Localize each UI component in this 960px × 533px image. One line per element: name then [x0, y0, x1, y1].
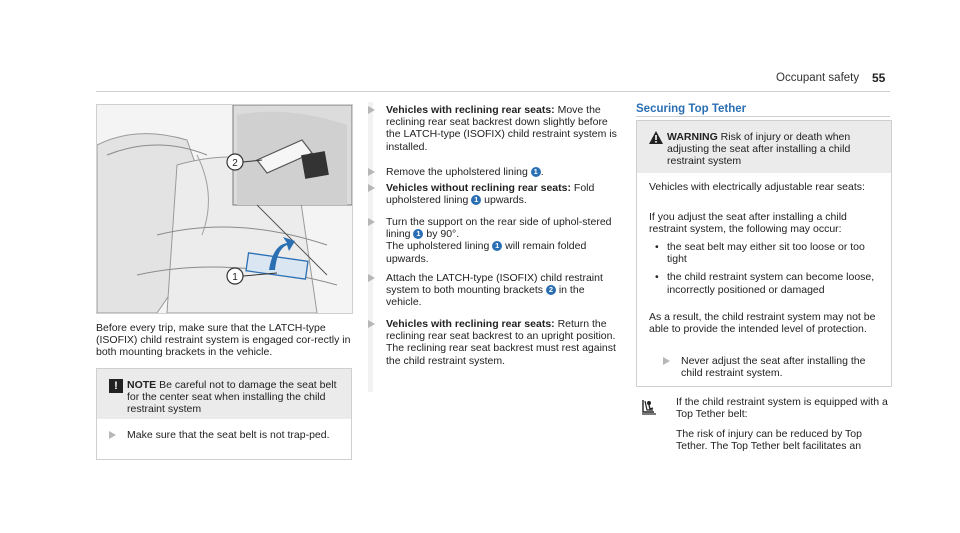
note-text — [127, 379, 342, 416]
header-divider — [96, 91, 890, 92]
step-4-text-a: Turn the support on the rear side of uphol-stered lining — [386, 216, 612, 241]
warning-bullet: • the seat belt may either sit too loose or too tight — [649, 241, 881, 265]
step-3-text-b: upwards. — [484, 194, 527, 207]
step-4-text-b: by 90°. — [426, 228, 460, 241]
step-5-text-a: Attach the LATCH-type (ISOFIX) child restraint system to both mounting brackets — [386, 272, 603, 297]
note-box — [96, 368, 352, 460]
section-divider — [636, 116, 890, 117]
warning-label: WARNING — [667, 131, 718, 143]
note-body: Be careful not to damage the seat belt for the center seat when installing the child restraint system — [127, 379, 337, 416]
warning-paragraph-1: Vehicles with electrically adjustable rear seats: — [649, 181, 865, 193]
warning-header — [637, 121, 891, 173]
warning-step-text: Never adjust the seat after installing the child restraint system. — [681, 355, 866, 380]
callout-2-label: 2 — [232, 158, 238, 169]
step-2-text: Remove the upholstered lining — [386, 166, 528, 178]
step-3-condition: Vehicles without reclining rear seats: — [386, 182, 571, 194]
callout-badge: 1 — [471, 195, 481, 205]
step-arrow-icon — [368, 218, 375, 226]
step-1-condition: Vehicles with reclining rear seats: — [386, 104, 555, 116]
step-5-text-b: in the vehicle. — [386, 284, 585, 309]
rear-seat-illustration — [96, 104, 353, 314]
warning-paragraph-2: If you adjust the seat after installing a child restraint system, the following may occur: — [649, 211, 847, 236]
exclamation-icon: ! — [109, 379, 123, 393]
warning-headline: Risk of injury or death when adjusting the seat after installing a child restraint system — [667, 131, 851, 168]
callout-badge: 2 — [546, 285, 556, 295]
warning-bullet: • the child restraint system can become loose, incorrectly positioned or damaged — [649, 271, 881, 295]
step-arrow-icon — [663, 357, 670, 365]
step-6-text: Return the reclining rear seat backrest to an upright position. — [386, 318, 616, 343]
callout-badge: 1 — [413, 229, 423, 239]
step-arrow-icon — [368, 184, 375, 192]
step-3-text-a: Fold upholstered lining — [386, 182, 595, 207]
note-label: NOTE — [127, 379, 157, 391]
step-arrow-icon — [368, 274, 375, 282]
step-4-text-d: will remain folded upwards. — [386, 240, 587, 265]
intro-paragraph: Before every trip, make sure that the LATCH-type (ISOFIX) child restraint system is engaged cor-rectly in both mounting brackets in the vehicle. — [96, 322, 351, 359]
running-header-title: Occupant safety — [776, 72, 860, 84]
step-4-text-c: The upholstered lining — [386, 240, 490, 253]
callout-1-label: 1 — [232, 272, 238, 283]
step-6-condition: Vehicles with reclining rear seats: — [386, 318, 555, 330]
callout-badge: 1 — [531, 167, 541, 177]
note-header — [97, 369, 351, 419]
section-title: Securing Top Tether — [636, 103, 747, 115]
warning-body — [637, 173, 891, 386]
step-arrow-icon — [109, 431, 116, 439]
warning-box — [636, 120, 892, 387]
callout-badge: 1 — [492, 241, 502, 251]
column-side-bar — [368, 102, 373, 392]
warning-bullet-list — [649, 241, 881, 302]
top-tether-intro: If the child restraint system is equipped with a Top Tether belt: — [676, 396, 888, 421]
step-arrow-icon — [368, 106, 375, 114]
note-step-text: Make sure that the seat belt is not trap-ped. — [127, 429, 330, 441]
child-seat-icon — [640, 398, 658, 416]
top-tether-benefit: The risk of injury can be reduced by Top Tether. The Top Tether belt facilitates an — [676, 428, 862, 453]
page-number: 55 — [872, 71, 886, 85]
step-arrow-icon — [368, 168, 375, 176]
warning-triangle-icon — [649, 131, 663, 144]
step-arrow-icon — [368, 320, 375, 328]
step-6-text-2: The reclining rear seat backrest must rest against the child restraint system. — [386, 342, 616, 367]
warning-paragraph-3: As a result, the child restraint system may not be able to provide the intended level of protection. — [649, 311, 876, 336]
step-1-text: Move the reclining rear seat backrest down slightly before the LATCH-type (ISOFIX) child restraint system is installed. — [386, 104, 617, 153]
